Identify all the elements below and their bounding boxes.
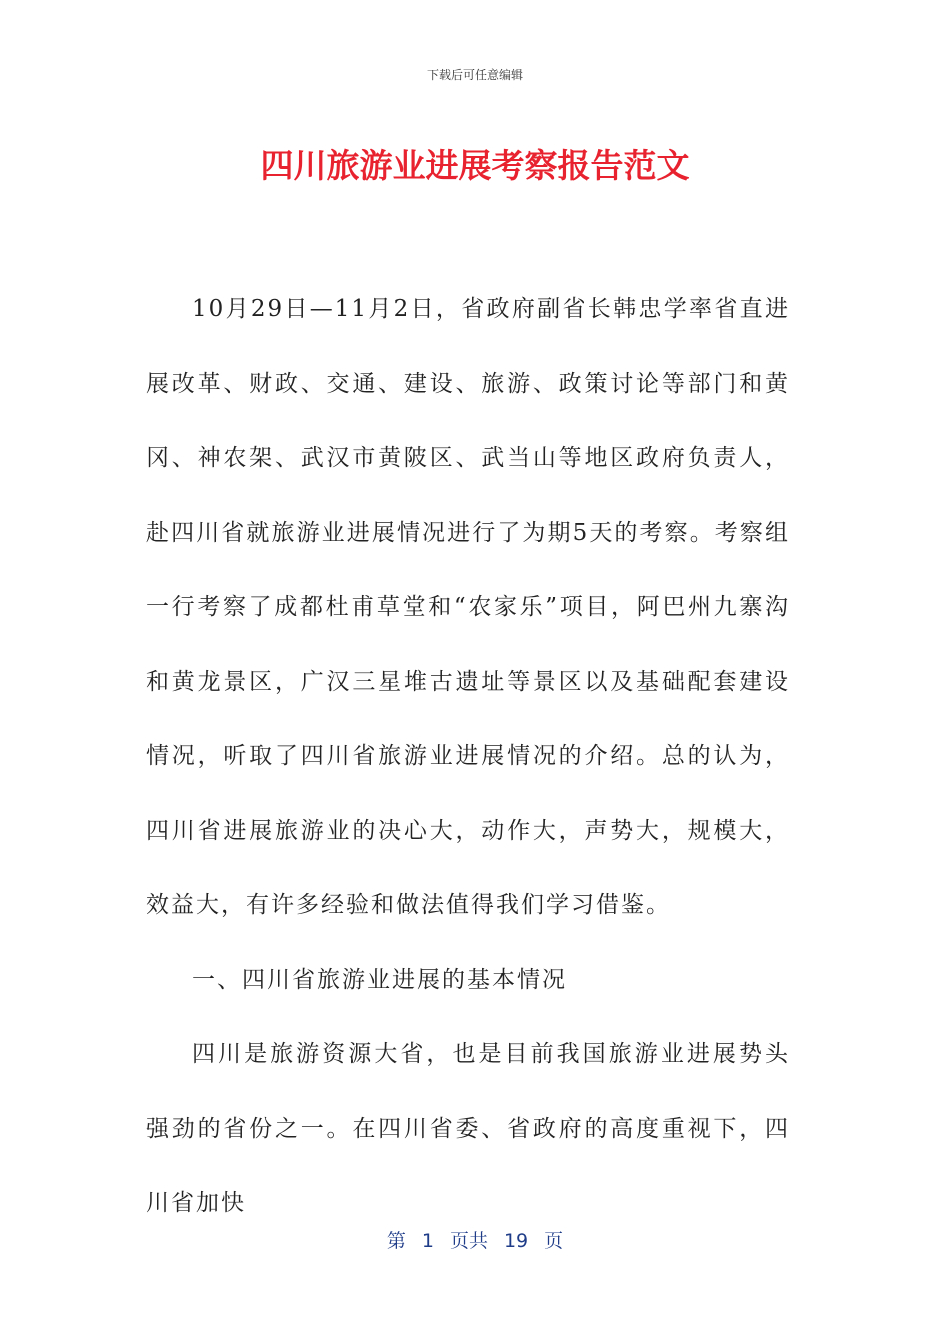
document-body	[146, 272, 790, 1241]
header-note: 下载后可任意编辑	[426, 68, 523, 82]
document-title: 四川旅游业进展考察报告范文	[260, 146, 690, 185]
footer-prefix: 第	[386, 1230, 406, 1252]
paragraph-section-1: 四川是旅游资源大省，也是目前我国旅游业进展势头强劲的省份之一。在四川省委、省政府的高度重视下，四川省加快	[146, 1041, 790, 1216]
section-heading: 一、四川省旅游业进展的基本情况	[192, 966, 567, 993]
footer-suffix: 页	[544, 1230, 564, 1252]
footer-mid: 页共	[449, 1230, 488, 1252]
footer-page-number: 1	[421, 1230, 434, 1252]
page-footer	[0, 1226, 950, 1253]
paragraph-intro: 10月29日—11月2日，省政府副省长韩忠学率省直进展改革、财政、交通、建设、旅游、政策讨论等部门和黄冈、神农架、武汉市黄陂区、武当山等地区政府负责人，赴四川省就旅游业进展情况进行了为期5天的考察。考察组一行考察了成都杜甫草堂和“农家乐”项目，阿巴州九寨沟和黄龙景区，广汉三星堆古遗址等景区以及基础配套建设情况，听取了四川省旅游业进展情况的介绍。总的认为，四川省进展旅游业的决心大，动作大，声势大，规模大，效益大，有许多经验和做法值得我们学习借鉴。	[146, 296, 790, 918]
footer-total-pages: 19	[503, 1230, 529, 1252]
